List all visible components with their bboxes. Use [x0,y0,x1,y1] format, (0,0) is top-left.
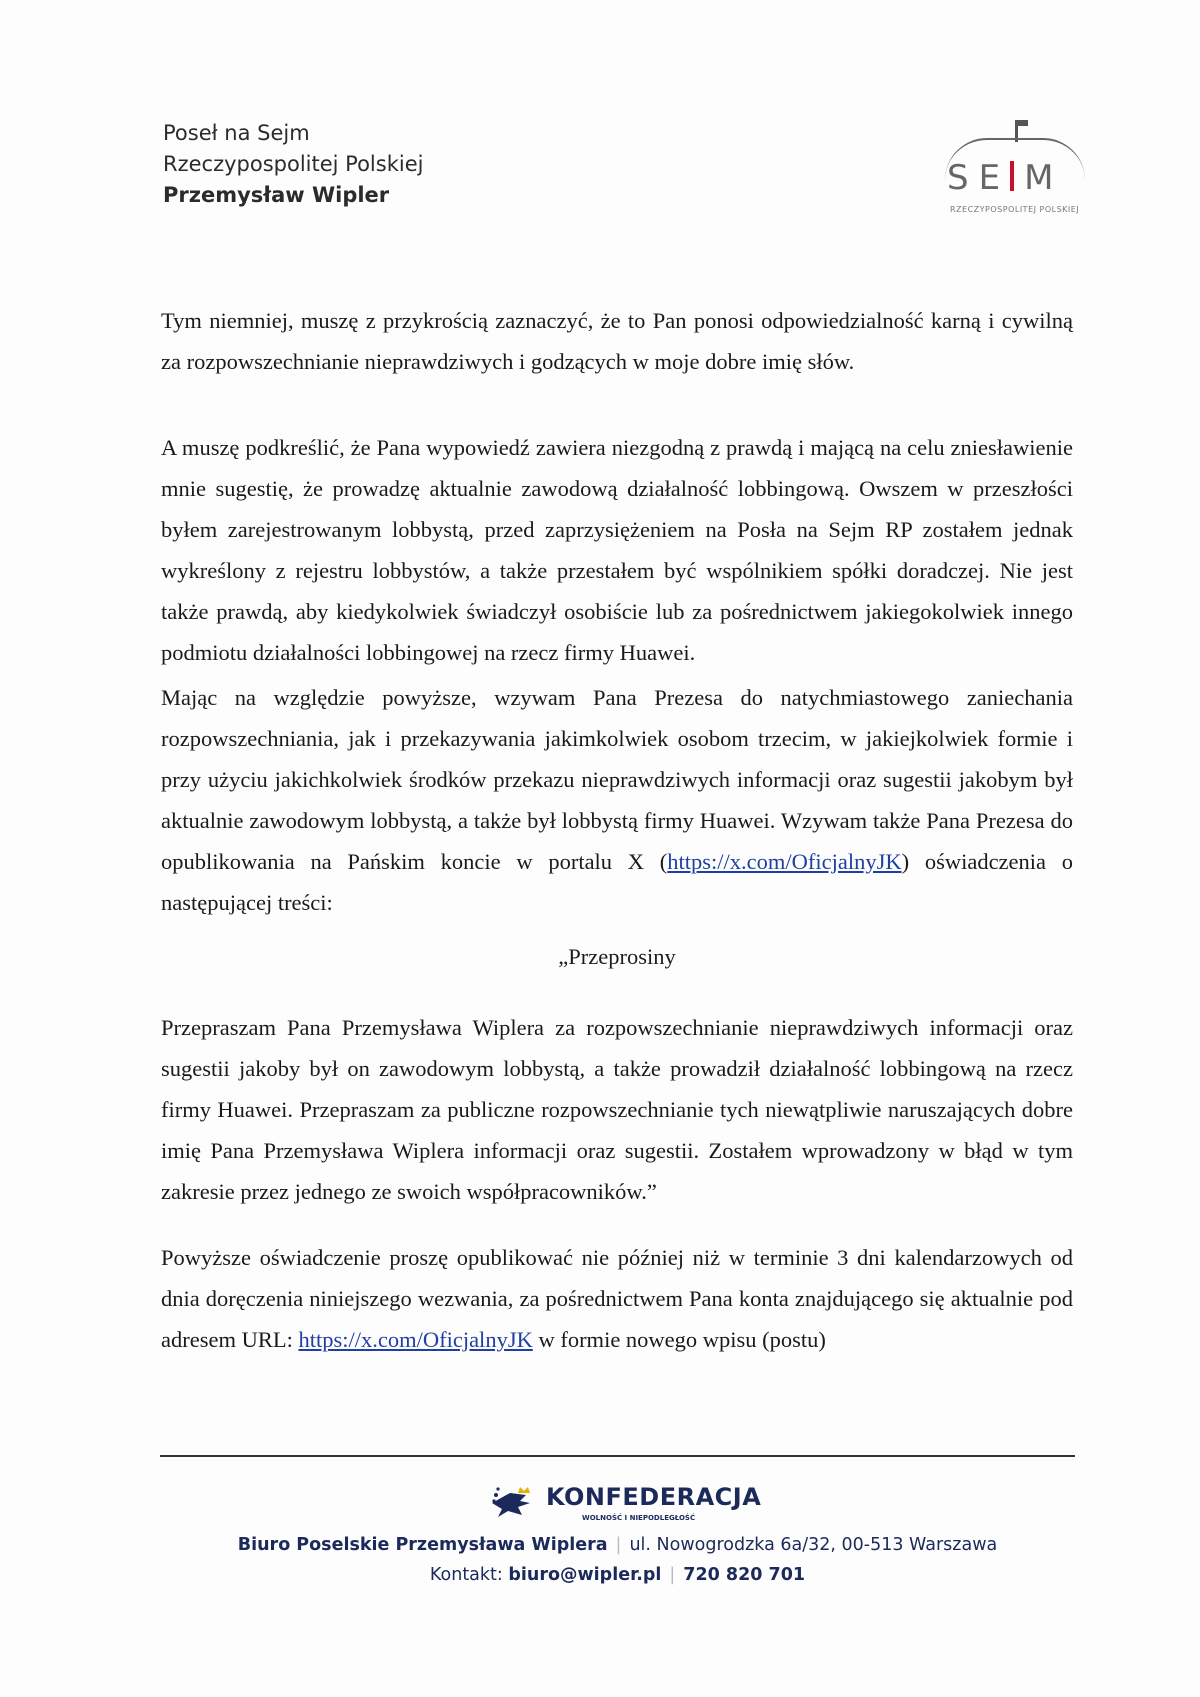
deadline-text: Powyższe oświadczenie proszę opublikować nie później niż w terminie 3 dni kalendarzowych od dnia doręczenia niniejszego wezwania, za pośrednictwem Pana konta znajdującego się aktualnie pod adresem URL: [161,1245,1073,1352]
sender-title: Poseł na Sejm [163,121,310,145]
sejm-red-bar [1010,161,1014,191]
paragraph-text: Tym niemniej, muszę z przykrością zaznaczyć, że to Pan ponosi odpowiedzialność karną i cywilną za rozpowszechnianie nieprawdziwych i godzących w moje dobre imię słów. [161,308,1073,374]
konfederacja-tagline: WOLNOŚĆ I NIEPODLEGŁOŚĆ [582,1514,696,1522]
sejm-logo-right: M [1024,158,1064,198]
sejm-logo-subtitle: RZECZYPOSPOLITEJ POLSKIEJ [950,205,1080,214]
paragraph-text: Przepraszam Pana Przemysława Wiplera za rozpowszechnianie nieprawdziwych informacji oraz sugestii jakoby był on zawodowym lobbystą, a także prowadził działalność lobbingową na rzecz firmy Huawei. Przepraszam za publiczne rozpowszechnianie tych niewątpliwie naruszających dobre imię Pana Przemysława Wiplera informacji oraz sugestii. Zostałem wprowadzony w błąd w tym zakresie przez jednego ze swoich współpracowników.” [161,1015,1073,1204]
paragraph-text [161,1237,1073,1360]
paragraph-deadline [161,1237,1073,1360]
paragraph-lobbying-denial [161,427,1073,673]
demand-text-end: ) oświadczenia o następującej treści: [161,849,1073,915]
demand-text: Mając na względzie powyższe, wzywam Pana Prezesa do natychmiastowego zaniechania rozpowszechniania, jak i przekazywania jakimkolwiek osobom trzecim, w jakiejkolwiek formie i przy użyciu jakichkolwiek środków przekazu nieprawdziwych informacji oraz sugestii jakobym był aktualnie zawodowym lobbystą, a także był lobbystą firmy Huawei. Wzywam także Pana Prezesa do opublikowania na Pańskim koncie w portalu X ( [161,685,1073,874]
contact-phone: 720 820 701 [683,1565,806,1585]
footer-divider [160,1455,1075,1457]
sejm-logo-word [947,158,1063,198]
deadline-text-end: w formie nowego wpisu (postu) [532,1327,826,1352]
office-address: ul. Nowogrodzka 6a/32, 00-513 Warszawa [629,1535,998,1555]
paragraph-text [161,677,1073,923]
paragraph-apology [161,1007,1073,1212]
sender-name: Przemysław Wipler [163,183,390,207]
x-profile-link[interactable]: https://x.com/OficjalnyJK [667,849,902,874]
contact-label: Kontakt: [429,1565,509,1585]
separator: | [615,1535,622,1555]
sejm-logo [935,116,1080,222]
paragraph-responsibility [161,300,1073,382]
footer-office-line [160,1535,1075,1555]
sejm-logo-left: SE [947,158,1011,198]
eagle-icon [490,1485,538,1523]
paragraph-text: A muszę podkreślić, że Pana wypowiedź zawiera niezgodną z prawdą i mającą na celu zniesławienie mnie sugestię, że prowadzę aktualnie zawodową działalność lobbingową. Owszem w przeszłości byłem zarejestrowanym lobbystą, przed zaprzysiężeniem na Posła na Sejm RP zostałem jednak wykreślony z rejestru lobbystów, a także przestałem być wspólnikiem spółki doradczej. Nie jest także prawdą, aby kiedykolwiek świadczył osobiście lub za pośrednictwem jakiegokolwiek innego podmiotu działalności lobbingowej na rzecz firmy Huawei. [161,435,1073,665]
sender-block [163,118,423,211]
konfederacja-brand: KONFEDERACJA [546,1483,762,1511]
contact-email: biuro@wipler.pl [508,1565,662,1585]
konfederacja-logo [490,1483,762,1528]
sender-country: Rzeczypospolitej Polskiej [163,152,424,176]
office-name: Biuro Poselskie Przemysława Wiplera [237,1535,608,1555]
apology-title: „Przeprosiny [558,944,676,969]
x-profile-link[interactable]: https://x.com/OficjalnyJK [298,1327,533,1352]
separator: | [669,1565,676,1585]
paragraph-demand [161,677,1073,923]
footer-contact-line [160,1565,1075,1585]
